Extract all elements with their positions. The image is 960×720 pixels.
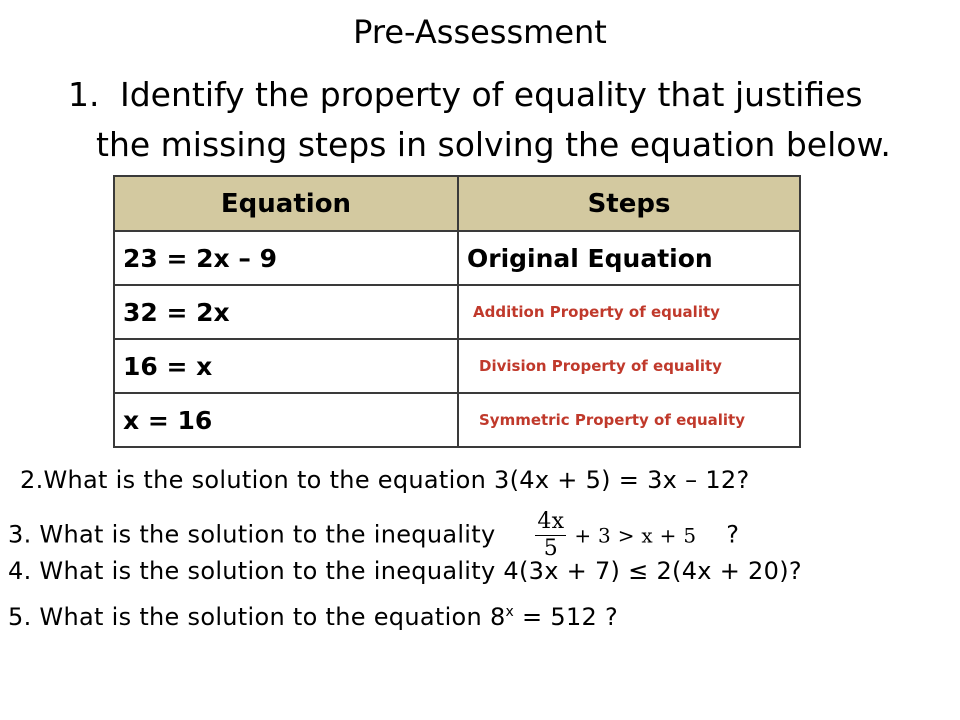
fraction [535,509,566,562]
question-1-line-1: Identify the property of equality that justifies [120,75,863,114]
question-2: 2.What is the solution to the equation 3(4x + 5) = 3x – 12? [20,466,750,494]
question-3 [8,509,739,562]
inequality-expression: + 3 > x + 5 [574,523,697,548]
step-text: Symmetric Property of equality [479,411,746,429]
question-3-prefix: 3. What is the solution to the inequality [8,520,496,549]
question-5-prefix: 5. What is the solution to the equation 8 [8,603,506,631]
equation-cell: 16 = x [114,339,458,393]
table-row [114,393,800,447]
step-cell [458,285,800,339]
step-cell: Original Equation [458,231,800,285]
question-5 [8,603,618,631]
step-text: Addition Property of equality [473,303,720,321]
equation-cell: 23 = 2x – 9 [114,231,458,285]
fraction-numerator: 4x [537,509,565,534]
table-row [114,285,800,339]
header-equation: Equation [114,176,458,231]
step-cell [458,393,800,447]
table-header-row [114,176,800,231]
equation-cell: x = 16 [114,393,458,447]
table-row [114,339,800,393]
page-title: Pre-Assessment [353,13,607,51]
question-1-line-2: the missing steps in solving the equation below. [96,125,891,164]
equation-steps-table [113,175,801,448]
fraction-denominator: 5 [543,536,559,561]
table-row [114,231,800,285]
question-5-suffix: = 512 ? [514,603,619,631]
header-steps: Steps [458,176,800,231]
step-cell [458,339,800,393]
question-3-suffix: ? [726,520,740,549]
question-4: 4. What is the solution to the inequality 4(3x + 7) ≤ 2(4x + 20)? [8,557,802,585]
exponent: x [505,604,515,620]
question-1-number: 1. [68,75,100,114]
equation-cell: 32 = 2x [114,285,458,339]
step-text: Division Property of equality [479,357,722,375]
